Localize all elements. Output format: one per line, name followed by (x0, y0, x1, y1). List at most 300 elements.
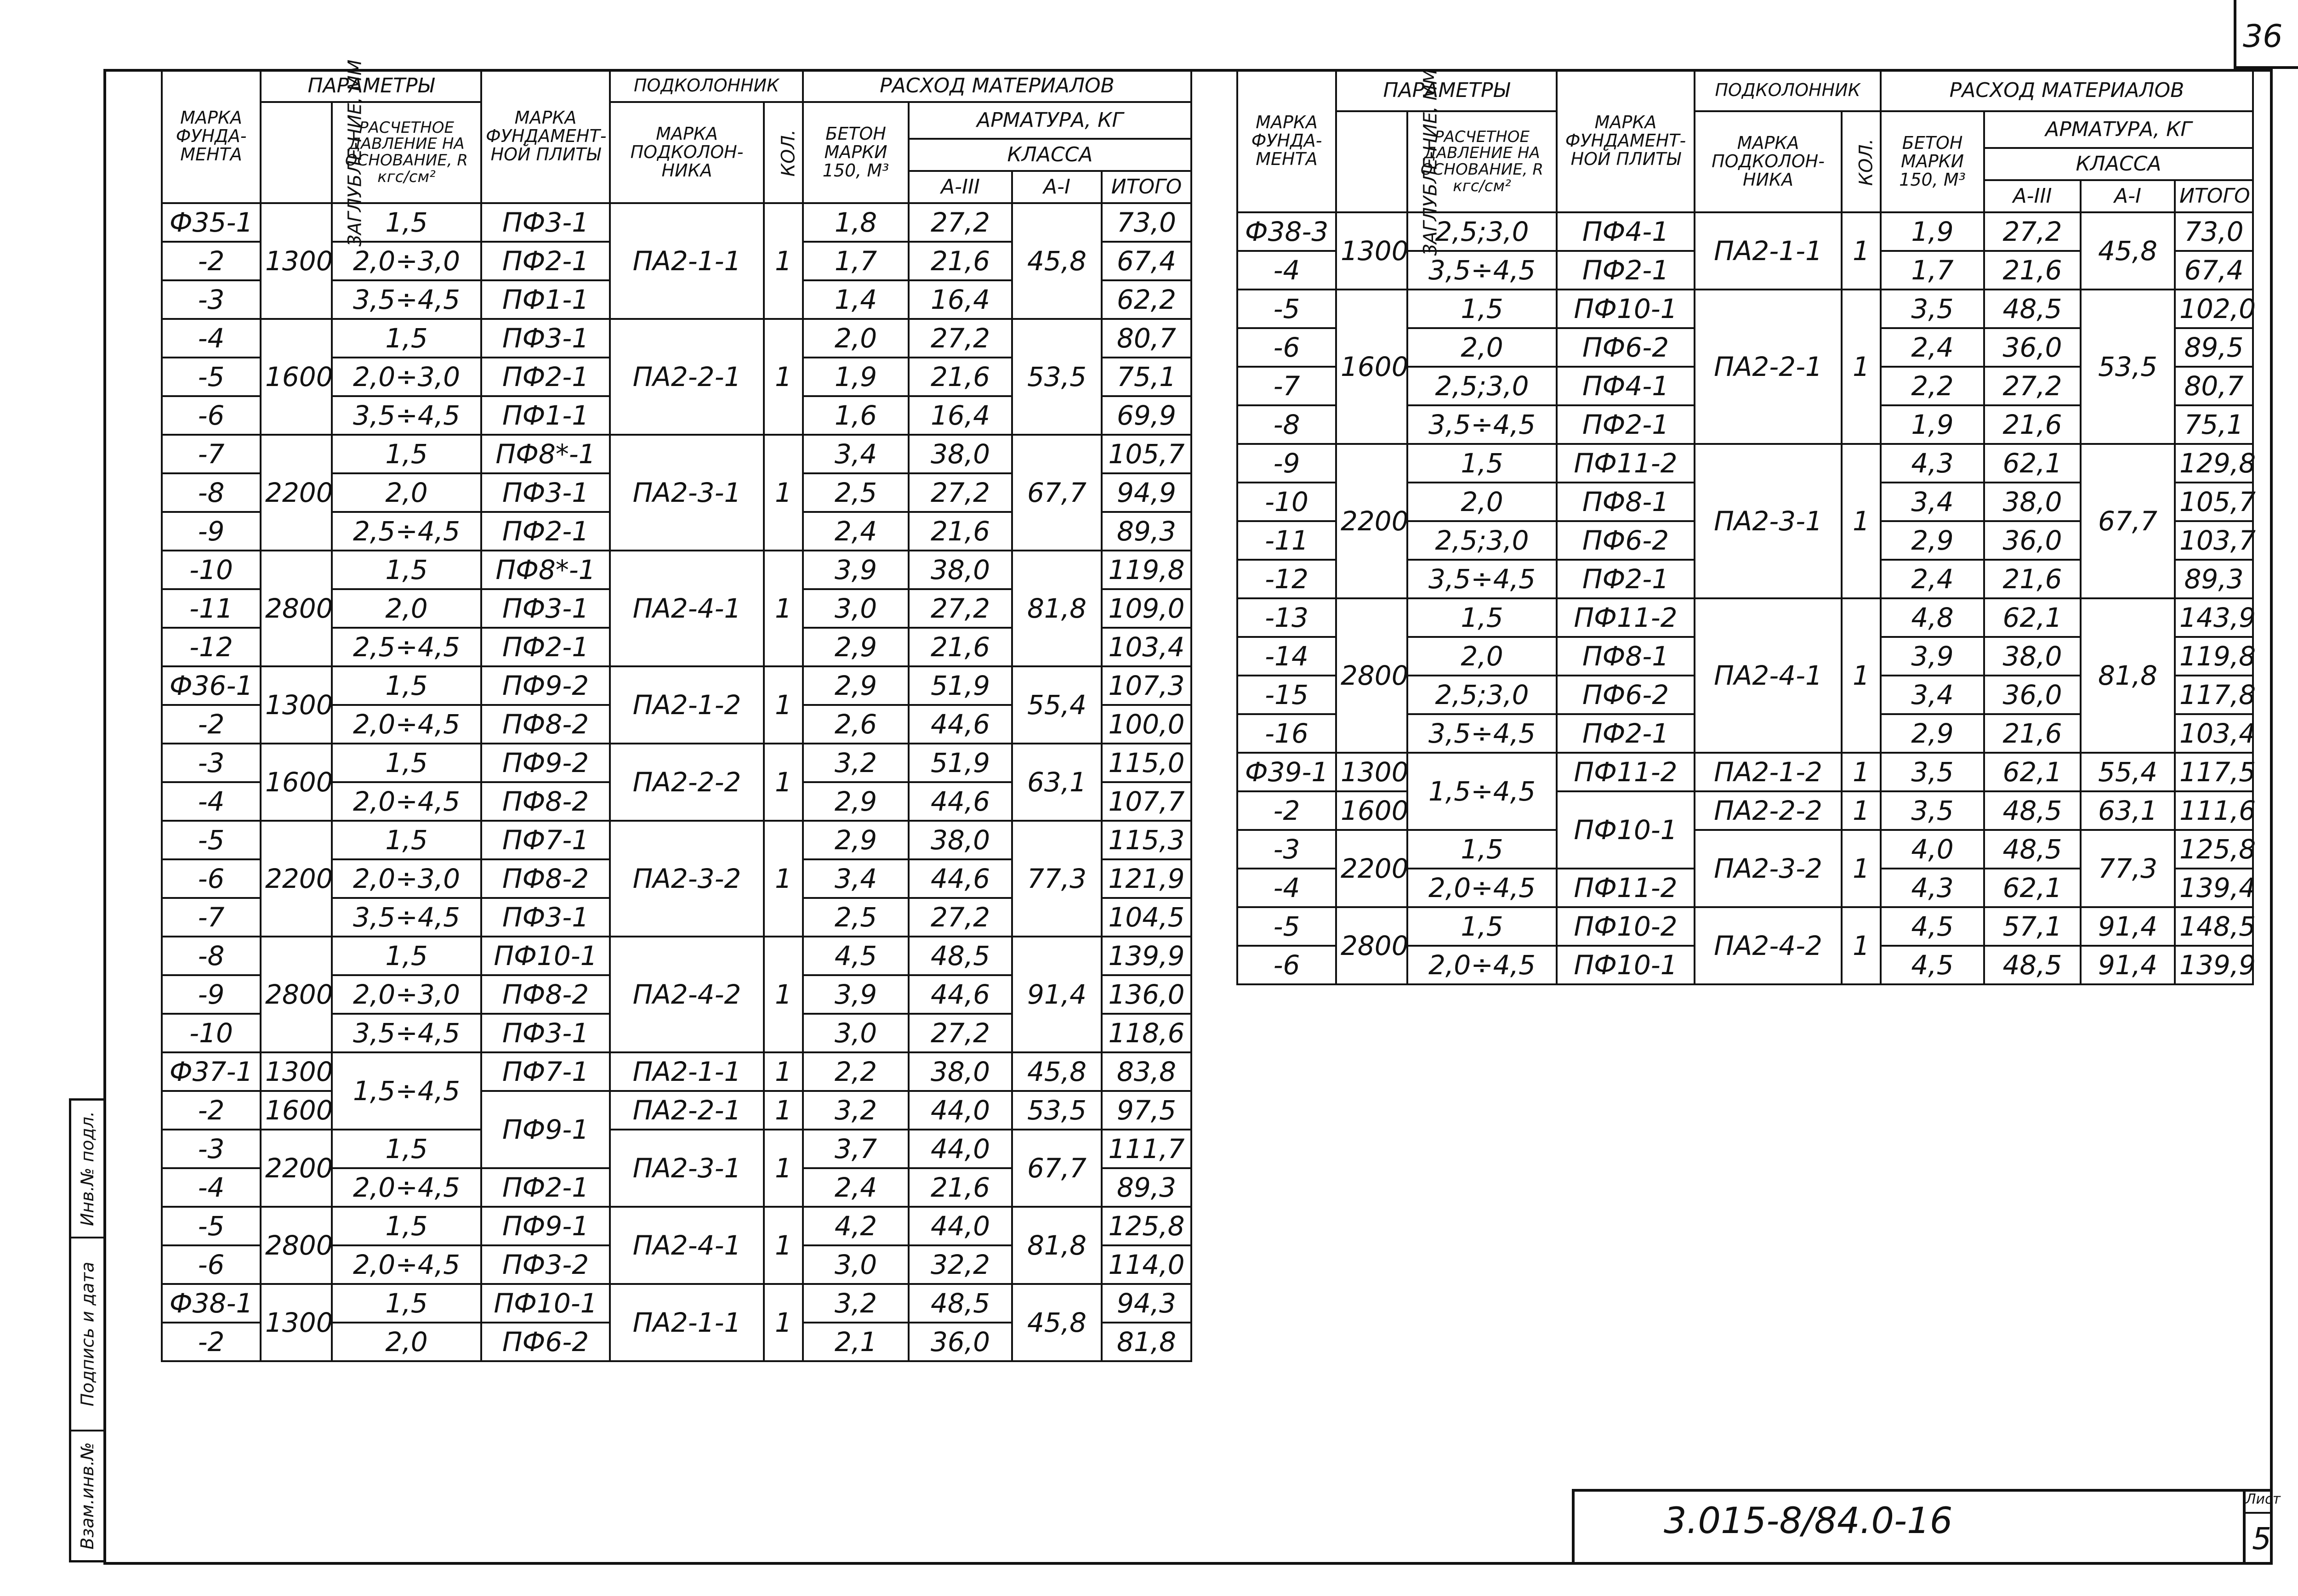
cell-plate: ПФ11-2 (1557, 753, 1695, 791)
cell-a3: 36,0 (909, 1323, 1012, 1361)
cell-mark: -10 (1237, 483, 1336, 521)
table-row (162, 1130, 1191, 1168)
cell-beton: 4,0 (1881, 830, 1984, 869)
cell-itogo: 62,2 (1102, 280, 1191, 319)
cell-a3: 51,9 (909, 666, 1012, 705)
cell-pressure: 1,5 (332, 821, 481, 859)
cell-beton: 3,4 (803, 859, 909, 898)
cell-plate: ПФ10-1 (481, 937, 610, 975)
cell-depth: 2200 (261, 821, 332, 937)
cell-mark: -2 (1237, 791, 1336, 830)
cell-a3: 21,6 (1984, 405, 2081, 444)
cell-plate: ПФ1-1 (481, 396, 610, 435)
cell-mark: -6 (162, 859, 261, 898)
cell-pressure: 3,5÷4,5 (332, 396, 481, 435)
cell-itogo: 115,3 (1102, 821, 1191, 859)
cell-a3: 51,9 (909, 744, 1012, 782)
cell-plate: ПФ9-1 (481, 1207, 610, 1245)
cell-a3: 21,6 (1984, 560, 2081, 598)
table-row (162, 937, 1191, 975)
cell-a3: 62,1 (1984, 444, 2081, 483)
cell-a3: 38,0 (909, 821, 1012, 859)
cell-kol: 1 (764, 1284, 803, 1361)
cell-itogo: 67,4 (2175, 251, 2253, 290)
header-marka-plity: МАРКА ФУНДАМЕНТ-НОЙ ПЛИТЫ (481, 70, 610, 203)
cell-itogo: 117,8 (2175, 676, 2253, 714)
header-davlenie: РАСЧЕТНОЕ ДАВЛЕНИЕ НА ОСНОВАНИЕ, R кгс/см² (332, 102, 481, 203)
cell-pressure: 2,0÷4,5 (1407, 946, 1557, 984)
cell-mark: -4 (162, 1168, 261, 1207)
cell-podk: ПА2-1-2 (610, 666, 764, 744)
cell-itogo: 80,7 (2175, 367, 2253, 405)
cell-depth: 1300 (1336, 753, 1407, 791)
cell-plate: ПФ10-1 (1557, 791, 1695, 869)
cell-a3: 48,5 (909, 1284, 1012, 1323)
cell-pressure: 2,0÷3,0 (332, 859, 481, 898)
cell-depth: 2800 (1336, 907, 1407, 984)
cell-plate: ПФ9-2 (481, 666, 610, 705)
cell-a3: 21,6 (909, 628, 1012, 666)
cell-beton: 2,2 (803, 1052, 909, 1091)
cell-beton: 3,5 (1881, 290, 1984, 328)
cell-a1: 81,8 (1012, 551, 1102, 666)
header-a1: А-I (2081, 180, 2175, 212)
cell-itogo: 129,8 (2175, 444, 2253, 483)
header-itogo: ИТОГО (1102, 171, 1191, 203)
cell-a3: 62,1 (1984, 753, 2081, 791)
cell-beton: 3,0 (803, 1245, 909, 1284)
cell-podk: ПА2-2-1 (610, 1091, 764, 1130)
cell-beton: 2,4 (803, 512, 909, 551)
cell-podk: ПА2-3-1 (610, 435, 764, 551)
cell-plate: ПФ2-1 (1557, 560, 1695, 598)
cell-pressure: 1,5 (1407, 598, 1557, 637)
header-parametry: ПАРАМЕТРЫ (1336, 70, 1557, 111)
cell-itogo: 81,8 (1102, 1323, 1191, 1361)
cell-beton: 2,5 (803, 898, 909, 937)
cell-a1: 81,8 (2081, 598, 2175, 753)
cell-beton: 1,7 (803, 242, 909, 280)
header-davlenie: РАСЧЕТНОЕ ДАВЛЕНИЕ НА ОСНОВАНИЕ, R кгс/см² (1407, 111, 1557, 212)
cell-a3: 48,5 (909, 937, 1012, 975)
cell-beton: 1,4 (803, 280, 909, 319)
cell-pressure: 2,0÷3,0 (332, 242, 481, 280)
cell-podk: ПА2-4-1 (610, 551, 764, 666)
table-row (1237, 791, 2253, 830)
stamp-cell-vzam-inv: Взам.инв.№ (77, 1442, 98, 1550)
cell-depth: 2200 (1336, 444, 1407, 598)
cell-itogo: 139,9 (2175, 946, 2253, 984)
table-row (1237, 290, 2253, 328)
cell-mark: -16 (1237, 714, 1336, 753)
cell-podk: ПА2-3-2 (1695, 830, 1842, 907)
cell-pressure: 1,5 (1407, 444, 1557, 483)
cell-itogo: 103,4 (1102, 628, 1191, 666)
cell-kol: 1 (764, 1207, 803, 1284)
cell-a3: 44,0 (909, 1130, 1012, 1168)
cell-beton: 4,5 (1881, 946, 1984, 984)
corner-number: 36 (2243, 18, 2283, 55)
cell-mark: -3 (1237, 830, 1336, 869)
cell-plate: ПФ3-1 (481, 319, 610, 358)
cell-plate: ПФ4-1 (1557, 212, 1695, 251)
cell-pressure: 3,5÷4,5 (332, 1014, 481, 1052)
cell-beton: 2,2 (1881, 367, 1984, 405)
cell-beton: 2,4 (1881, 560, 1984, 598)
cell-beton: 1,7 (1881, 251, 1984, 290)
document-code: 3.015-8/84.0-16 (1664, 1500, 1953, 1542)
header-itogo: ИТОГО (2175, 180, 2253, 212)
cell-beton: 1,8 (803, 203, 909, 242)
cell-itogo: 103,7 (2175, 521, 2253, 560)
cell-a1: 55,4 (1012, 666, 1102, 744)
cell-itogo: 111,7 (1102, 1130, 1191, 1168)
cell-pressure: 2,5;3,0 (1407, 212, 1557, 251)
cell-a3: 48,5 (1984, 791, 2081, 830)
table-row (162, 1091, 1191, 1130)
cell-a3: 21,6 (909, 512, 1012, 551)
header-marka-fundamenta: МАРКА ФУНДА-МЕНТА (1237, 70, 1336, 212)
cell-depth: 2200 (1336, 830, 1407, 907)
cell-mark: -9 (162, 975, 261, 1014)
cell-a3: 44,6 (909, 975, 1012, 1014)
cell-a3: 27,2 (909, 898, 1012, 937)
cell-plate: ПФ10-1 (481, 1284, 610, 1323)
cell-itogo: 125,8 (1102, 1207, 1191, 1245)
cell-a3: 48,5 (1984, 946, 2081, 984)
cell-itogo: 104,5 (1102, 898, 1191, 937)
cell-beton: 3,9 (1881, 637, 1984, 676)
cell-depth: 2200 (261, 435, 332, 551)
cell-a3: 16,4 (909, 280, 1012, 319)
cell-plate: ПФ10-1 (1557, 290, 1695, 328)
sheet-label: Лист (2246, 1491, 2281, 1507)
cell-plate: ПФ2-1 (481, 512, 610, 551)
cell-depth: 2800 (261, 937, 332, 1052)
cell-plate: ПФ11-2 (1557, 444, 1695, 483)
cell-beton: 4,2 (803, 1207, 909, 1245)
cell-mark: Ф38-3 (1237, 212, 1336, 251)
cell-pressure: 3,5÷4,5 (1407, 251, 1557, 290)
header-marka-fundamenta: МАРКА ФУНДА-МЕНТА (162, 70, 261, 203)
cell-itogo: 107,3 (1102, 666, 1191, 705)
cell-pressure: 3,5÷4,5 (1407, 714, 1557, 753)
cell-mark: -8 (162, 473, 261, 512)
cell-pressure: 1,5 (332, 1207, 481, 1245)
cell-plate: ПФ1-1 (481, 280, 610, 319)
cell-a1: 45,8 (1012, 1052, 1102, 1091)
header-beton: БЕТОН МАРКИ 150, М³ (1881, 111, 1984, 212)
cell-a3: 27,2 (909, 589, 1012, 628)
cell-pressure: 1,5 (332, 435, 481, 473)
cell-mark: -14 (1237, 637, 1336, 676)
cell-a3: 32,2 (909, 1245, 1012, 1284)
cell-podk: ПА2-1-1 (1695, 212, 1842, 290)
cell-a3: 44,0 (909, 1091, 1012, 1130)
cell-plate: ПФ9-1 (481, 1091, 610, 1168)
cell-plate: ПФ6-2 (1557, 328, 1695, 367)
header-a3: А-III (909, 171, 1012, 203)
cell-pressure: 1,5÷4,5 (1407, 753, 1557, 830)
cell-beton: 3,2 (803, 1284, 909, 1323)
cell-mark: -6 (162, 1245, 261, 1284)
cell-itogo: 89,5 (2175, 328, 2253, 367)
cell-kol: 1 (1842, 830, 1881, 907)
cell-mark: -5 (162, 821, 261, 859)
cell-kol: 1 (764, 744, 803, 821)
table-row (1237, 907, 2253, 946)
cell-podk: ПА2-2-2 (1695, 791, 1842, 830)
table-row (162, 1284, 1191, 1323)
corner-divider (2234, 0, 2236, 69)
cell-pressure: 2,5;3,0 (1407, 521, 1557, 560)
cell-pressure: 2,0÷3,0 (332, 975, 481, 1014)
header-marka-podkolonnika: МАРКА ПОДКОЛОН-НИКА (610, 102, 764, 203)
cell-mark: -4 (162, 782, 261, 821)
cell-a1: 45,8 (1012, 203, 1102, 319)
cell-mark: -15 (1237, 676, 1336, 714)
cell-plate: ПФ3-1 (481, 589, 610, 628)
cell-plate: ПФ4-1 (1557, 367, 1695, 405)
cell-mark: -9 (162, 512, 261, 551)
cell-a3: 27,2 (909, 1014, 1012, 1052)
cell-plate: ПФ2-1 (481, 242, 610, 280)
table-row (162, 551, 1191, 589)
cell-pressure: 3,5÷4,5 (1407, 560, 1557, 598)
header-beton: БЕТОН МАРКИ 150, М³ (803, 102, 909, 203)
cell-plate: ПФ3-1 (481, 473, 610, 512)
cell-podk: ПА2-4-1 (1695, 598, 1842, 753)
cell-beton: 2,0 (803, 319, 909, 358)
cell-itogo: 73,0 (1102, 203, 1191, 242)
cell-mark: -5 (162, 1207, 261, 1245)
cell-mark: -6 (1237, 328, 1336, 367)
cell-itogo: 75,1 (2175, 405, 2253, 444)
cell-plate: ПФ10-2 (1557, 907, 1695, 946)
cell-a3: 27,2 (909, 473, 1012, 512)
cell-a1: 91,4 (1012, 937, 1102, 1052)
cell-pressure: 2,0 (1407, 637, 1557, 676)
cell-itogo: 121,9 (1102, 859, 1191, 898)
cell-a3: 36,0 (1984, 521, 2081, 560)
cell-beton: 3,5 (1881, 791, 1984, 830)
cell-itogo: 109,0 (1102, 589, 1191, 628)
cell-depth: 1600 (1336, 290, 1407, 444)
cell-itogo: 97,5 (1102, 1091, 1191, 1130)
cell-itogo: 94,3 (1102, 1284, 1191, 1323)
cell-plate: ПФ7-1 (481, 1052, 610, 1091)
cell-plate: ПФ6-2 (1557, 676, 1695, 714)
cell-mark: -5 (162, 358, 261, 396)
cell-mark: -11 (162, 589, 261, 628)
cell-mark: -2 (162, 1323, 261, 1361)
cell-a3: 38,0 (909, 551, 1012, 589)
cell-a3: 21,6 (1984, 714, 2081, 753)
cell-beton: 3,5 (1881, 753, 1984, 791)
cell-mark: -4 (1237, 869, 1336, 907)
cell-a1: 77,3 (2081, 830, 2175, 907)
cell-pressure: 1,5 (1407, 290, 1557, 328)
cell-pressure: 1,5 (332, 203, 481, 242)
cell-beton: 1,9 (1881, 405, 1984, 444)
cell-beton: 4,5 (1881, 907, 1984, 946)
cell-mark: -4 (1237, 251, 1336, 290)
cell-a1: 91,4 (2081, 946, 2175, 984)
cell-beton: 2,9 (803, 821, 909, 859)
cell-itogo: 89,3 (1102, 1168, 1191, 1207)
cell-a1: 91,4 (2081, 907, 2175, 946)
cell-podk: ПА2-1-1 (610, 1284, 764, 1361)
cell-beton: 2,9 (803, 782, 909, 821)
cell-depth: 2800 (261, 551, 332, 666)
cell-a3: 27,2 (1984, 367, 2081, 405)
cell-kol: 1 (764, 821, 803, 937)
cell-pressure: 2,5;3,0 (1407, 367, 1557, 405)
cell-podk: ПА2-3-2 (610, 821, 764, 937)
cell-beton: 1,9 (803, 358, 909, 396)
left-table-body (162, 203, 1191, 1361)
cell-kol: 1 (764, 666, 803, 744)
table-row (162, 821, 1191, 859)
cell-mark: -4 (162, 319, 261, 358)
cell-pressure: 1,5 (332, 937, 481, 975)
cell-a1: 63,1 (1012, 744, 1102, 821)
cell-a3: 36,0 (1984, 328, 2081, 367)
cell-mark: -3 (162, 280, 261, 319)
cell-a3: 27,2 (909, 203, 1012, 242)
cell-plate: ПФ8-2 (481, 782, 610, 821)
cell-beton: 3,7 (803, 1130, 909, 1168)
cell-kol: 1 (1842, 753, 1881, 791)
sheet-number-divider (2243, 1512, 2273, 1514)
cell-podk: ПА2-2-1 (1695, 290, 1842, 444)
cell-itogo: 111,6 (2175, 791, 2253, 830)
cell-itogo: 119,8 (1102, 551, 1191, 589)
cell-mark: -5 (1237, 907, 1336, 946)
cell-a1: 81,8 (1012, 1207, 1102, 1284)
cell-mark: -8 (162, 937, 261, 975)
cell-podk: ПА2-1-1 (610, 203, 764, 319)
cell-mark: -2 (162, 1091, 261, 1130)
cell-itogo: 107,7 (1102, 782, 1191, 821)
cell-a3: 44,6 (909, 782, 1012, 821)
cell-pressure: 2,0 (332, 589, 481, 628)
cell-plate: ПФ11-2 (1557, 869, 1695, 907)
cell-itogo: 100,0 (1102, 705, 1191, 744)
cell-mark: Ф36-1 (162, 666, 261, 705)
cell-depth: 1300 (261, 203, 332, 319)
table-row (1237, 830, 2253, 869)
cell-podk: ПА2-1-2 (1695, 753, 1842, 791)
cell-podk: ПА2-4-2 (1695, 907, 1842, 984)
cell-a3: 38,0 (1984, 637, 2081, 676)
cell-pressure: 2,0 (1407, 328, 1557, 367)
header-a3: А-III (1984, 180, 2081, 212)
cell-podk: ПА2-2-1 (610, 319, 764, 435)
cell-depth: 1600 (261, 1091, 332, 1130)
sheet-number: 5 (2252, 1521, 2271, 1556)
cell-beton: 4,8 (1881, 598, 1984, 637)
cell-kol: 1 (764, 1091, 803, 1130)
header-zaglublenie: ЗАГЛУБЛЕ-НИЕ, ММ (261, 102, 332, 203)
cell-plate: ПФ2-1 (481, 358, 610, 396)
cell-plate: ПФ8-2 (481, 975, 610, 1014)
cell-mark: -12 (162, 628, 261, 666)
cell-itogo: 117,5 (2175, 753, 2253, 791)
cell-itogo: 105,7 (2175, 483, 2253, 521)
cell-mark: Ф37-1 (162, 1052, 261, 1091)
cell-itogo: 105,7 (1102, 435, 1191, 473)
cell-kol: 1 (1842, 791, 1881, 830)
cell-a3: 21,6 (1984, 251, 2081, 290)
cell-itogo: 69,9 (1102, 396, 1191, 435)
cell-pressure: 1,5 (332, 744, 481, 782)
cell-kol: 1 (1842, 907, 1881, 984)
cell-depth: 1600 (261, 319, 332, 435)
cell-a3: 36,0 (1984, 676, 2081, 714)
cell-plate: ПФ10-1 (1557, 946, 1695, 984)
header-klassa: КЛАССА (1984, 148, 2253, 180)
cell-beton: 2,9 (1881, 714, 1984, 753)
cell-plate: ПФ11-2 (1557, 598, 1695, 637)
cell-beton: 2,4 (1881, 328, 1984, 367)
cell-plate: ПФ2-1 (1557, 251, 1695, 290)
cell-a1: 53,5 (1012, 1091, 1102, 1130)
cell-itogo: 75,1 (1102, 358, 1191, 396)
cell-mark: -12 (1237, 560, 1336, 598)
cell-a3: 27,2 (909, 319, 1012, 358)
cell-beton: 3,4 (803, 435, 909, 473)
cell-kol: 1 (764, 1130, 803, 1207)
cell-pressure: 1,5÷4,5 (332, 1052, 481, 1130)
cell-beton: 3,0 (803, 1014, 909, 1052)
cell-itogo: 102,0 (2175, 290, 2253, 328)
cell-plate: ПФ3-2 (481, 1245, 610, 1284)
cell-a3: 38,0 (1984, 483, 2081, 521)
cell-plate: ПФ3-1 (481, 1014, 610, 1052)
cell-plate: ПФ2-1 (1557, 405, 1695, 444)
cell-beton: 3,9 (803, 551, 909, 589)
cell-mark: -10 (162, 551, 261, 589)
cell-itogo: 143,9 (2175, 598, 2253, 637)
cell-beton: 3,4 (1881, 676, 1984, 714)
cell-beton: 2,1 (803, 1323, 909, 1361)
cell-a1: 67,7 (1012, 1130, 1102, 1207)
cell-beton: 2,5 (803, 473, 909, 512)
cell-a3: 27,2 (1984, 212, 2081, 251)
cell-depth: 2200 (261, 1130, 332, 1207)
header-podkolonnik: ПОДКОЛОННИК (610, 70, 803, 102)
cell-a1: 53,5 (2081, 290, 2175, 444)
cell-podk: ПА2-1-1 (610, 1052, 764, 1091)
cell-a1: 45,8 (1012, 1284, 1102, 1361)
cell-beton: 3,2 (803, 744, 909, 782)
side-stamp (69, 1098, 106, 1562)
cell-mark: -5 (1237, 290, 1336, 328)
cell-beton: 4,3 (1881, 869, 1984, 907)
stamp-cell-inv-podl: Инв.№ подл. (71, 1101, 103, 1238)
cell-mark: -6 (162, 396, 261, 435)
cell-mark: -7 (162, 435, 261, 473)
cell-mark: Ф39-1 (1237, 753, 1336, 791)
header-armatura: АРМАТУРА, КГ (909, 102, 1191, 139)
cell-kol: 1 (1842, 598, 1881, 753)
cell-kol: 1 (1842, 290, 1881, 444)
cell-depth: 1300 (261, 1052, 332, 1091)
cell-pressure: 2,0÷4,5 (332, 705, 481, 744)
cell-a3: 21,6 (909, 358, 1012, 396)
cell-mark: -7 (162, 898, 261, 937)
